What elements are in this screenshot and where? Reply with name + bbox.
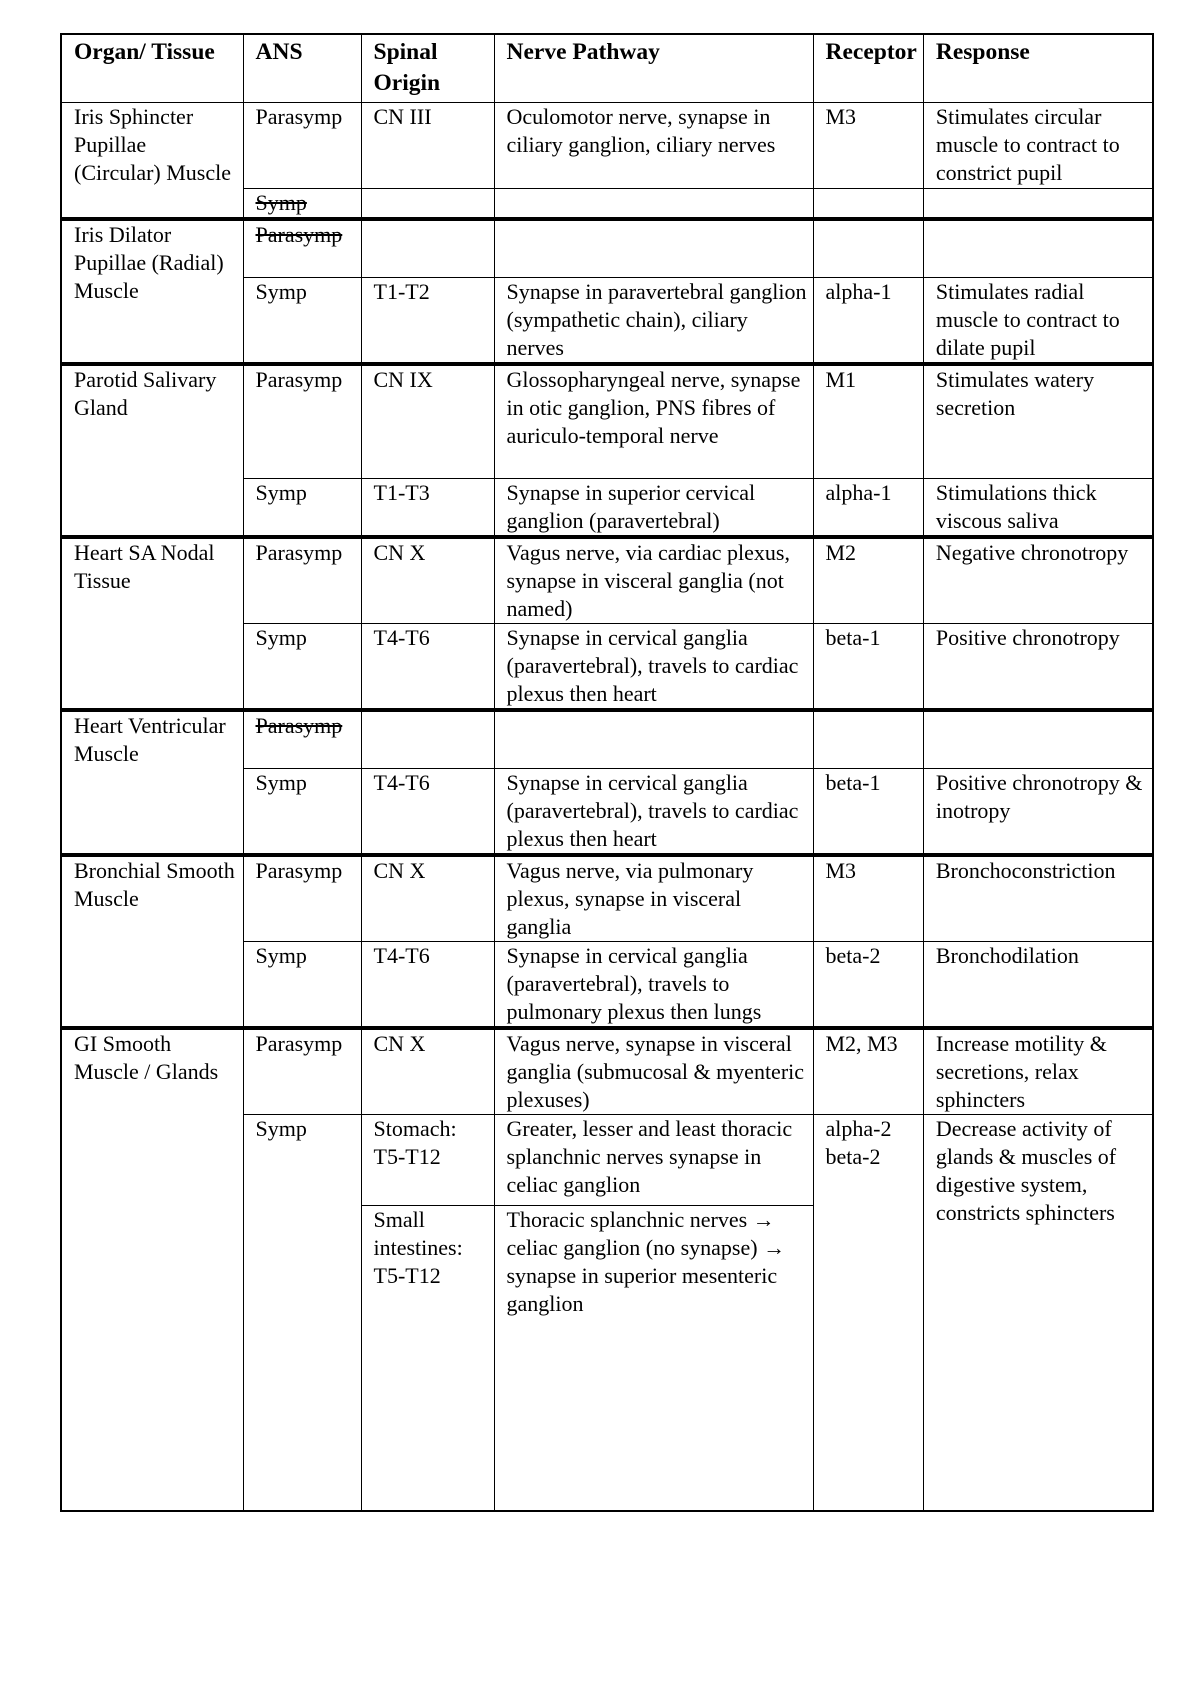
receptor-cell: beta-1 xyxy=(813,624,923,711)
ans-cell: Symp xyxy=(243,941,361,1028)
origin-cell xyxy=(361,710,494,768)
origin-cell xyxy=(361,219,494,278)
receptor-cell xyxy=(813,710,923,768)
receptor-cell: beta-2 xyxy=(813,941,923,1028)
table-row xyxy=(61,364,1153,478)
pathway-cell: Synapse in cervical ganglia (paravertebral), travels to cardiac plexus then heart xyxy=(494,624,813,711)
table-row xyxy=(61,710,1153,768)
receptor-cell: alpha-2 beta-2 xyxy=(813,1114,923,1511)
ans-cell: Symp xyxy=(243,188,361,219)
ans-table xyxy=(60,33,1154,1512)
response-cell: Stimulates radial muscle to contract to dilate pupil xyxy=(923,278,1153,365)
receptor-cell: M1 xyxy=(813,364,923,478)
ans-cell: Parasymp xyxy=(243,219,361,278)
origin-cell: T4-T6 xyxy=(361,941,494,1028)
ans-cell: Parasymp xyxy=(243,364,361,478)
header-row xyxy=(61,34,1153,102)
table-row xyxy=(61,537,1153,624)
pathway-cell: Vagus nerve, via pulmonary plexus, synapse in visceral ganglia xyxy=(494,855,813,942)
pathway-cell xyxy=(494,188,813,219)
pathway-cell: Synapse in superior cervical ganglion (paravertebral) xyxy=(494,478,813,537)
receptor-cell: alpha-1 xyxy=(813,278,923,365)
response-cell: Stimulations thick viscous saliva xyxy=(923,478,1153,537)
pathway-cell: Synapse in cervical ganglia (paravertebral), travels to cardiac plexus then heart xyxy=(494,768,813,855)
origin-cell: T4-T6 xyxy=(361,624,494,711)
response-cell: Negative chronotropy xyxy=(923,537,1153,624)
pathway-cell: Synapse in paravertebral ganglion (sympathetic chain), ciliary nerves xyxy=(494,278,813,365)
table-row xyxy=(61,219,1153,278)
pathway-cell: Synapse in cervical ganglia (paravertebral), travels to pulmonary plexus then lungs xyxy=(494,941,813,1028)
ans-cell: Parasymp xyxy=(243,1028,361,1115)
ans-cell: Symp xyxy=(243,278,361,365)
receptor-cell: beta-1 xyxy=(813,768,923,855)
origin-cell: Stomach: T5-T12 xyxy=(361,1114,494,1205)
table-row xyxy=(61,1028,1153,1115)
ans-cell: Symp xyxy=(243,768,361,855)
ans-cell: Parasymp xyxy=(243,102,361,188)
origin-cell: CN X xyxy=(361,1028,494,1115)
organ-cell: Heart SA Nodal Tissue xyxy=(61,537,243,710)
response-cell xyxy=(923,219,1153,278)
response-cell: Stimulates watery secretion xyxy=(923,364,1153,478)
organ-cell: Iris Sphincter Pupillae (Circular) Muscle xyxy=(61,102,243,219)
receptor-cell: M3 xyxy=(813,855,923,942)
table-row xyxy=(61,855,1153,942)
response-cell: Decrease activity of glands & muscles of digestive system, constricts sphincters xyxy=(923,1114,1153,1511)
header-spinal-origin: Spinal Origin xyxy=(361,34,494,102)
ans-cell: Symp xyxy=(243,624,361,711)
pathway-cell xyxy=(494,710,813,768)
origin-cell: CN X xyxy=(361,855,494,942)
pathway-cell: Oculomotor nerve, synapse in ciliary ganglion, ciliary nerves xyxy=(494,102,813,188)
ans-cell: Parasymp xyxy=(243,710,361,768)
receptor-cell: M2, M3 xyxy=(813,1028,923,1115)
response-cell: Positive chronotropy & inotropy xyxy=(923,768,1153,855)
header-receptor: Receptor xyxy=(813,34,923,102)
receptor-cell: alpha-1 xyxy=(813,478,923,537)
pathway-cell: Glossopharyngeal nerve, synapse in otic ganglion, PNS fibres of auriculo-temporal nerve xyxy=(494,364,813,478)
organ-cell: GI Smooth Muscle / Glands xyxy=(61,1028,243,1512)
origin-cell: CN III xyxy=(361,102,494,188)
ans-cell: Parasymp xyxy=(243,855,361,942)
receptor-cell xyxy=(813,219,923,278)
origin-cell: T4-T6 xyxy=(361,768,494,855)
origin-cell: CN X xyxy=(361,537,494,624)
ans-cell: Parasymp xyxy=(243,537,361,624)
response-cell: Positive chronotropy xyxy=(923,624,1153,711)
header-organ: Organ/ Tissue xyxy=(61,34,243,102)
receptor-cell xyxy=(813,188,923,219)
organ-cell: Bronchial Smooth Muscle xyxy=(61,855,243,1028)
pathway-cell: Thoracic splanchnic nerves → celiac ganglion (no synapse) → synapse in superior mesenteric ganglion xyxy=(494,1205,813,1511)
origin-cell: Small intestines: T5-T12 xyxy=(361,1205,494,1511)
response-cell: Bronchoconstriction xyxy=(923,855,1153,942)
pathway-cell: Greater, lesser and least thoracic splanchnic nerves synapse in celiac ganglion xyxy=(494,1114,813,1205)
response-cell xyxy=(923,188,1153,219)
organ-cell: Iris Dilator Pupillae (Radial) Muscle xyxy=(61,219,243,365)
response-cell: Bronchodilation xyxy=(923,941,1153,1028)
organ-cell: Heart Ventricular Muscle xyxy=(61,710,243,855)
receptor-cell: M3 xyxy=(813,102,923,188)
origin-cell: T1-T2 xyxy=(361,278,494,365)
response-cell: Increase motility & secretions, relax sphincters xyxy=(923,1028,1153,1115)
header-nerve-pathway: Nerve Pathway xyxy=(494,34,813,102)
pathway-cell: Vagus nerve, via cardiac plexus, synapse in visceral ganglia (not named) xyxy=(494,537,813,624)
origin-cell xyxy=(361,188,494,219)
ans-cell: Symp xyxy=(243,1114,361,1511)
origin-cell: CN IX xyxy=(361,364,494,478)
header-response: Response xyxy=(923,34,1153,102)
origin-cell: T1-T3 xyxy=(361,478,494,537)
response-cell xyxy=(923,710,1153,768)
table-row xyxy=(61,102,1153,188)
receptor-cell: M2 xyxy=(813,537,923,624)
header-ans: ANS xyxy=(243,34,361,102)
organ-cell: Parotid Salivary Gland xyxy=(61,364,243,537)
ans-cell: Symp xyxy=(243,478,361,537)
pathway-cell xyxy=(494,219,813,278)
response-cell: Stimulates circular muscle to contract to constrict pupil xyxy=(923,102,1153,188)
pathway-cell: Vagus nerve, synapse in visceral ganglia (submucosal & myenteric plexuses) xyxy=(494,1028,813,1115)
